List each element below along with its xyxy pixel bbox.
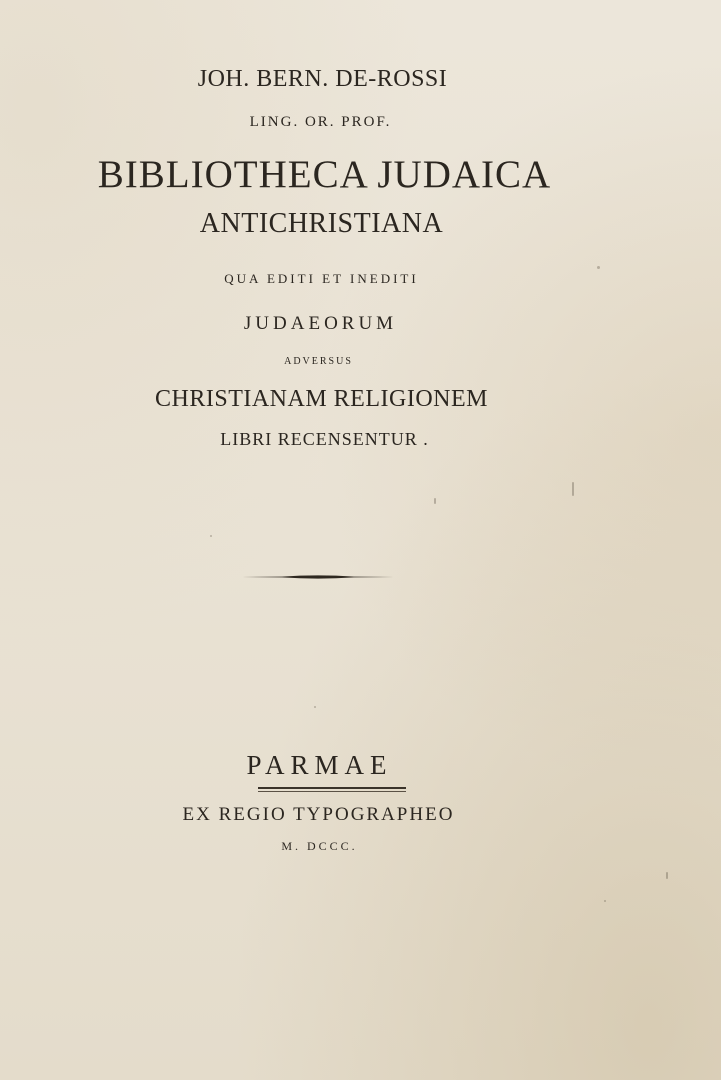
- imprint-place: PARMAE: [246, 750, 393, 780]
- imprint-printer: EX REGIO TYPOGRAPHEO: [182, 804, 455, 825]
- paper-speck: [434, 498, 436, 504]
- paper-speck: [210, 535, 212, 537]
- subtitle-line-3: ADVERSUS: [284, 356, 353, 367]
- author-name: JOH. BERN. DE-ROSSI: [197, 66, 448, 92]
- author-title: LING. OR. PROF.: [249, 114, 392, 130]
- subtitle-line-4: CHRISTIANAM RELIGIONEM: [155, 386, 488, 412]
- paper-speck: [666, 872, 668, 879]
- paper-speck: [597, 266, 600, 269]
- subtitle-line-5: LIBRI RECENSENTUR .: [220, 429, 429, 449]
- paper-speck: [314, 706, 316, 708]
- paper-speck: [572, 482, 574, 496]
- book-title-line-1: BIBLIOTHECA JUDAICA: [97, 153, 552, 196]
- double-rule: [258, 787, 406, 793]
- subtitle-line-1: QUA EDITI ET INEDITI: [224, 271, 419, 286]
- book-title-line-2: ANTICHRISTIANA: [199, 208, 444, 239]
- ornamental-rule: [242, 574, 394, 580]
- paper-speck: [604, 900, 606, 902]
- imprint-date: M. DCCC.: [281, 839, 358, 853]
- subtitle-line-2: JUDAEORUM: [243, 313, 398, 334]
